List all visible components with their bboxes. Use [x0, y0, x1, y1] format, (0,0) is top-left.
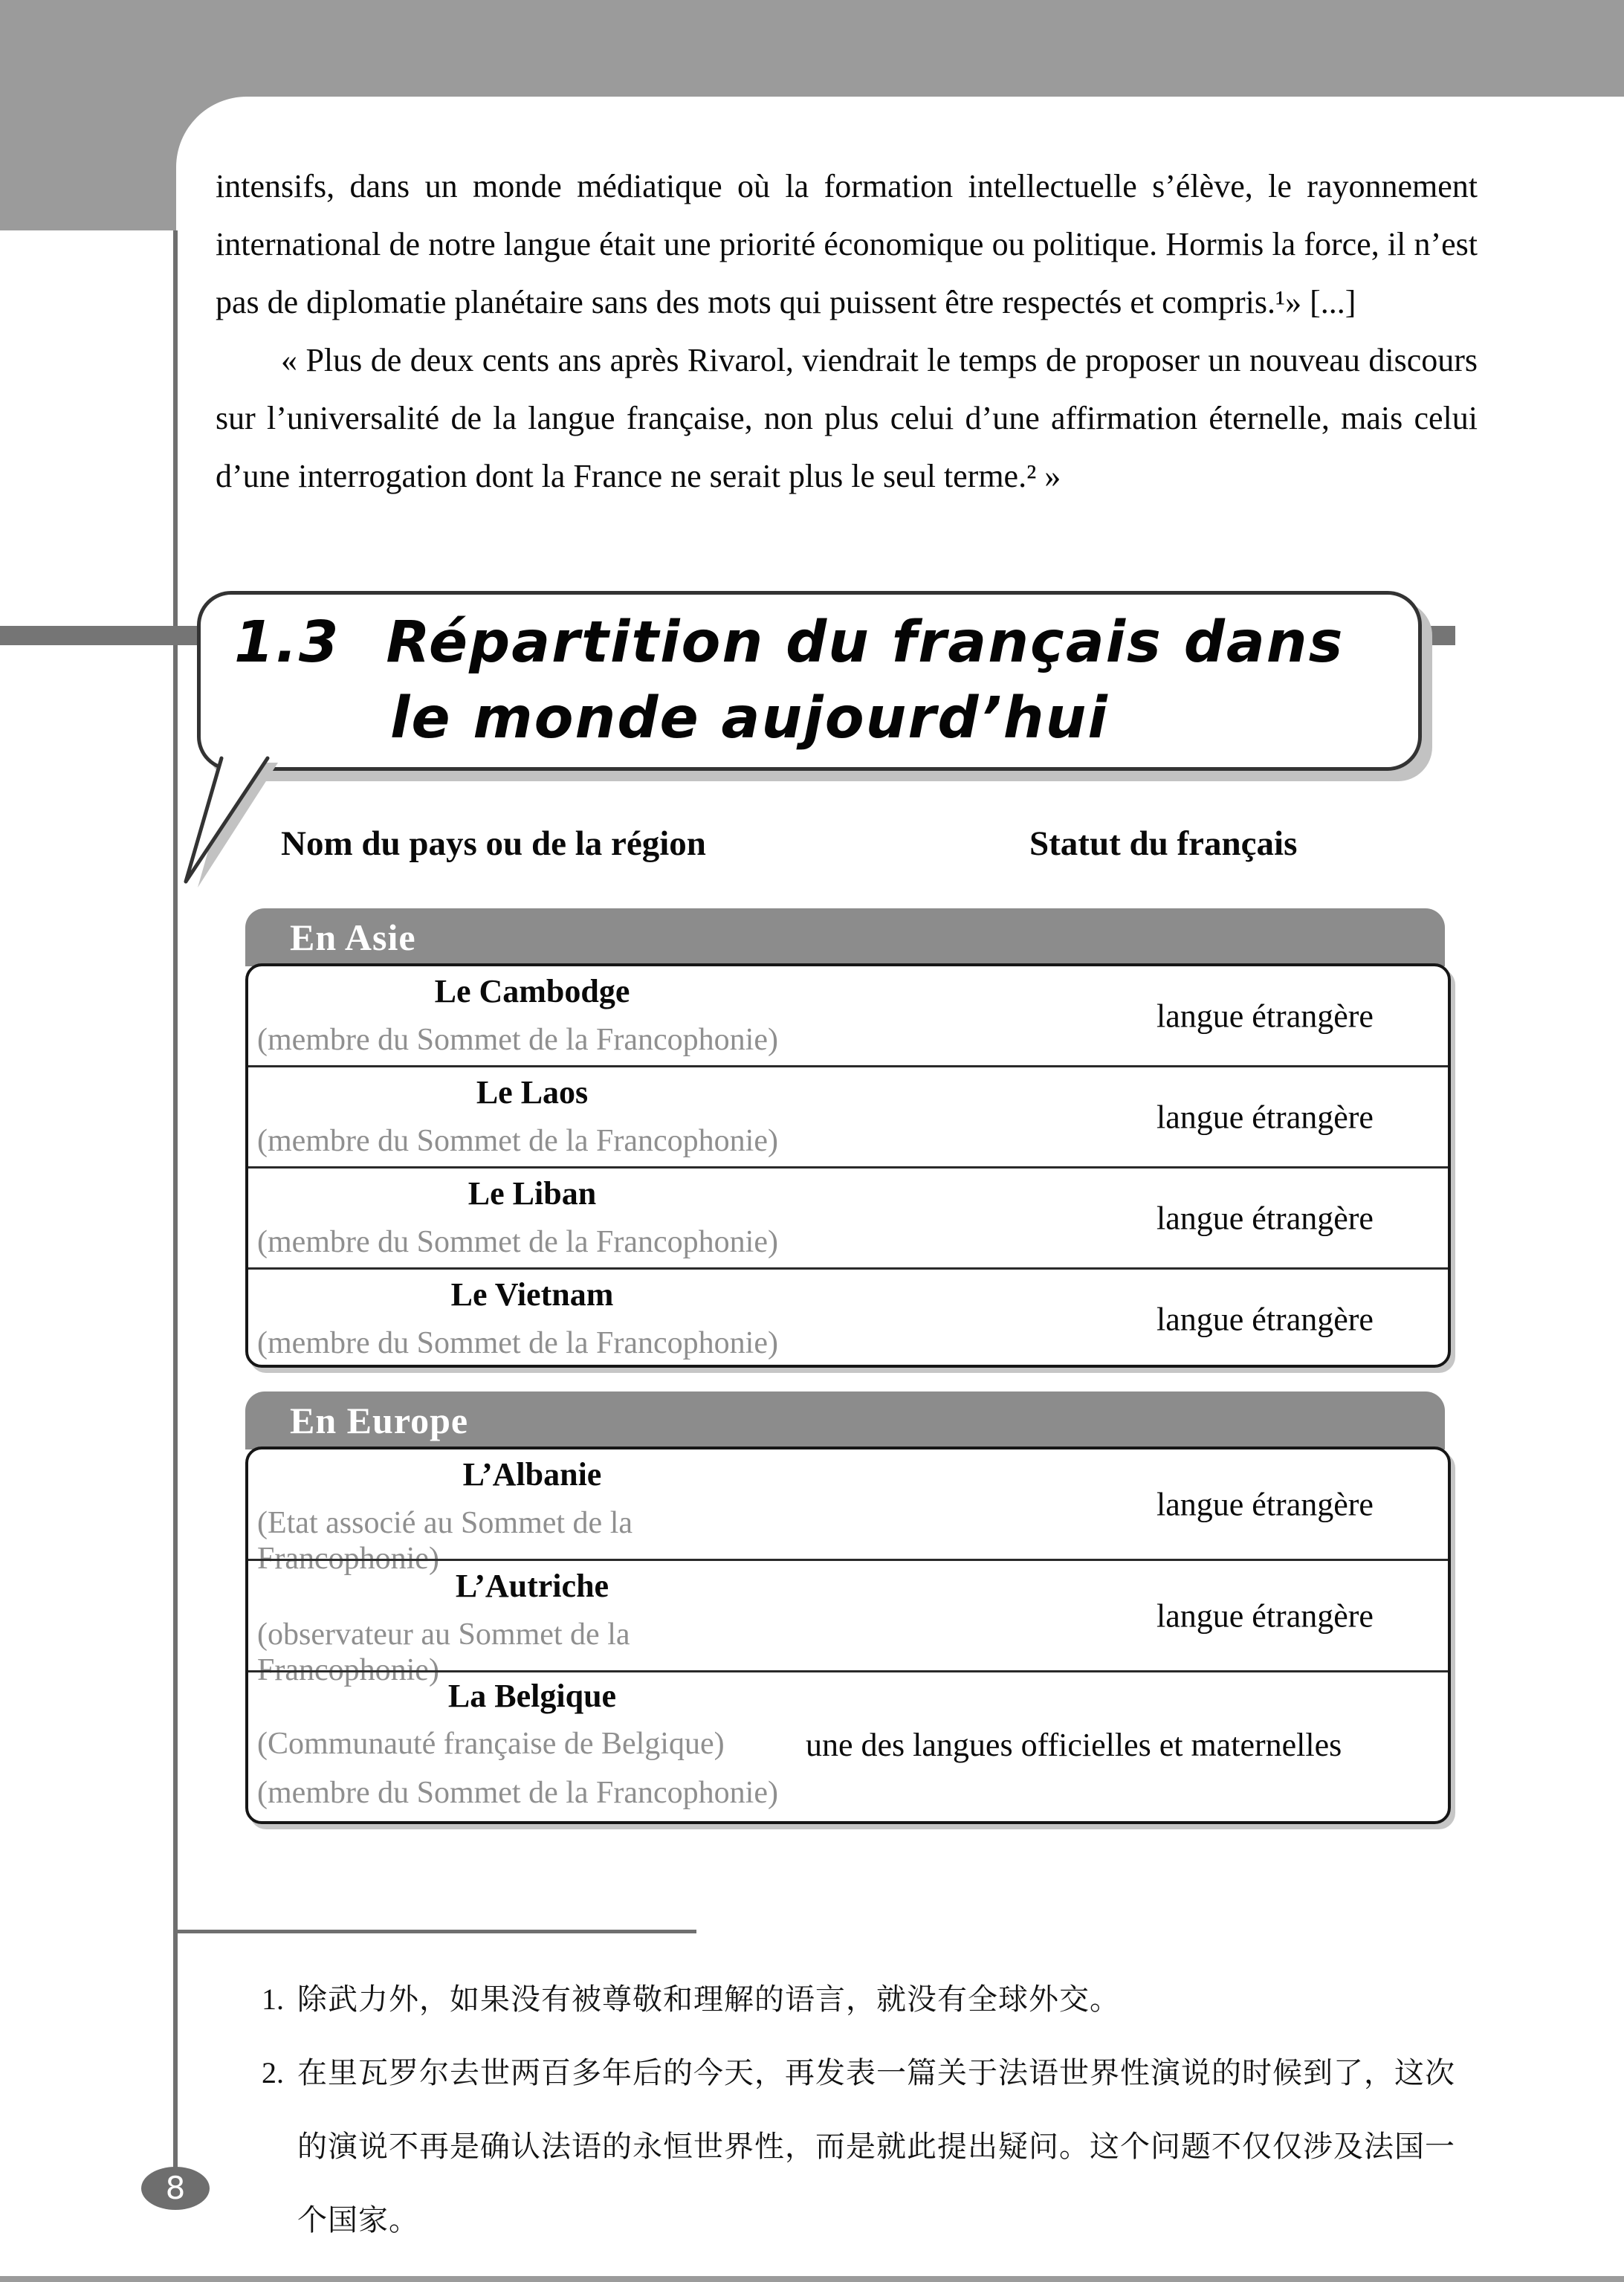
- country-note: (observateur au Sommet de la Francophonie): [257, 1617, 630, 1687]
- footnote-number: 1.: [262, 1982, 284, 2016]
- section-banner: [197, 591, 1422, 771]
- section-title-line2: le monde aujourd’hui: [390, 685, 1109, 751]
- country-name: Le Liban: [468, 1175, 597, 1212]
- intro-paragraph-1: intensifs, dans un monde médiatique où la formation intellectuelle s’élève, le rayonnement international de notre langue était une priorité économique ou politique. Hormis la force, il n’est pas de diplomatie planétaire sans des mots qui puissent être respectés et compris.¹» [...]: [216, 168, 1478, 320]
- footnote-number: 2.: [262, 2056, 284, 2089]
- table-row: [248, 1065, 1448, 1166]
- country-note: (Etat associé au Sommet de la Francophonie): [257, 1506, 633, 1576]
- section-number: 1.3: [234, 610, 340, 676]
- country-name: L’Autriche: [455, 1568, 609, 1604]
- country-note: (Communauté française de Belgique): [257, 1727, 725, 1761]
- footnote-1: [262, 1962, 1458, 2036]
- region-bar-europe: [245, 1391, 1445, 1449]
- status-value: langue étrangère: [1156, 1597, 1374, 1634]
- status-value: langue étrangère: [1156, 998, 1374, 1034]
- country-note: (membre du Sommet de la Francophonie): [257, 1776, 778, 1810]
- country-name: Le Vietnam: [450, 1276, 614, 1313]
- country-note: (membre du Sommet de la Francophonie): [257, 1023, 778, 1057]
- status-value: langue étrangère: [1156, 1301, 1374, 1337]
- status-value: langue étrangère: [1156, 1099, 1374, 1135]
- table-europe: [245, 1447, 1451, 1824]
- table-asie: [245, 963, 1451, 1368]
- table-row: [248, 1267, 1448, 1368]
- table-row: [248, 1670, 1448, 1818]
- section-title-text1: Répartition du français dans: [386, 610, 1345, 676]
- region-label-europe: En Europe: [290, 1400, 469, 1441]
- table-row: [248, 1166, 1448, 1267]
- country-note: (membre du Sommet de la Francophonie): [257, 1124, 778, 1158]
- country-note: (membre du Sommet de la Francophonie): [257, 1225, 778, 1259]
- intro-paragraph-2: « Plus de deux cents ans après Rivarol, viendrait le temps de proposer un nouveau discours sur l’universalité de la langue française, non plus celui d’une affirmation éternelle, mais celui d’une interrogation dont la France ne serait plus le seul terme.² »: [216, 342, 1478, 494]
- region-label-asie: En Asie: [290, 917, 416, 958]
- intro-text-block: [216, 158, 1478, 505]
- footnote-text: 在里瓦罗尔去世两百多年后的今天，再发表一篇关于法语世界性演说的时候到了，这次的演说不再是确认法语的永恒世界性，而是就此提出疑问。这个问题不仅仅涉及法国一个国家。: [297, 2056, 1455, 2237]
- footnotes: [262, 1962, 1458, 2257]
- bottom-page-edge: [0, 2276, 1624, 2282]
- column-header-status: Statut du français: [1029, 824, 1298, 863]
- left-accent-bar: [0, 626, 202, 645]
- footnote-rule: [175, 1930, 696, 1933]
- country-name: La Belgique: [447, 1678, 617, 1714]
- banner-tail: [169, 754, 296, 891]
- page-edge-line: [173, 230, 178, 2168]
- column-header-country: Nom du pays ou de la région: [281, 824, 706, 863]
- region-bar-asie: [245, 908, 1445, 966]
- table-row: [248, 966, 1448, 1065]
- status-value: langue étrangère: [1156, 1486, 1374, 1522]
- status-value: langue étrangère: [1156, 1200, 1374, 1236]
- table-row: [248, 1559, 1448, 1687]
- footnote-2: [262, 2036, 1458, 2257]
- page-number-badge: [141, 2167, 210, 2210]
- country-name: L’Albanie: [462, 1456, 602, 1493]
- country-name: Le Laos: [476, 1074, 589, 1111]
- page-number: 8: [165, 2170, 186, 2206]
- footnote-text: 除武力外，如果没有被尊敬和理解的语言，就没有全球外交。: [297, 1982, 1120, 2016]
- country-note: (membre du Sommet de la Francophonie): [257, 1326, 778, 1360]
- country-name: Le Cambodge: [434, 973, 630, 1009]
- section-title-line1: [234, 610, 1344, 676]
- table-row: [248, 1449, 1448, 1576]
- status-value: une des langues officielles et maternelles: [806, 1727, 1342, 1763]
